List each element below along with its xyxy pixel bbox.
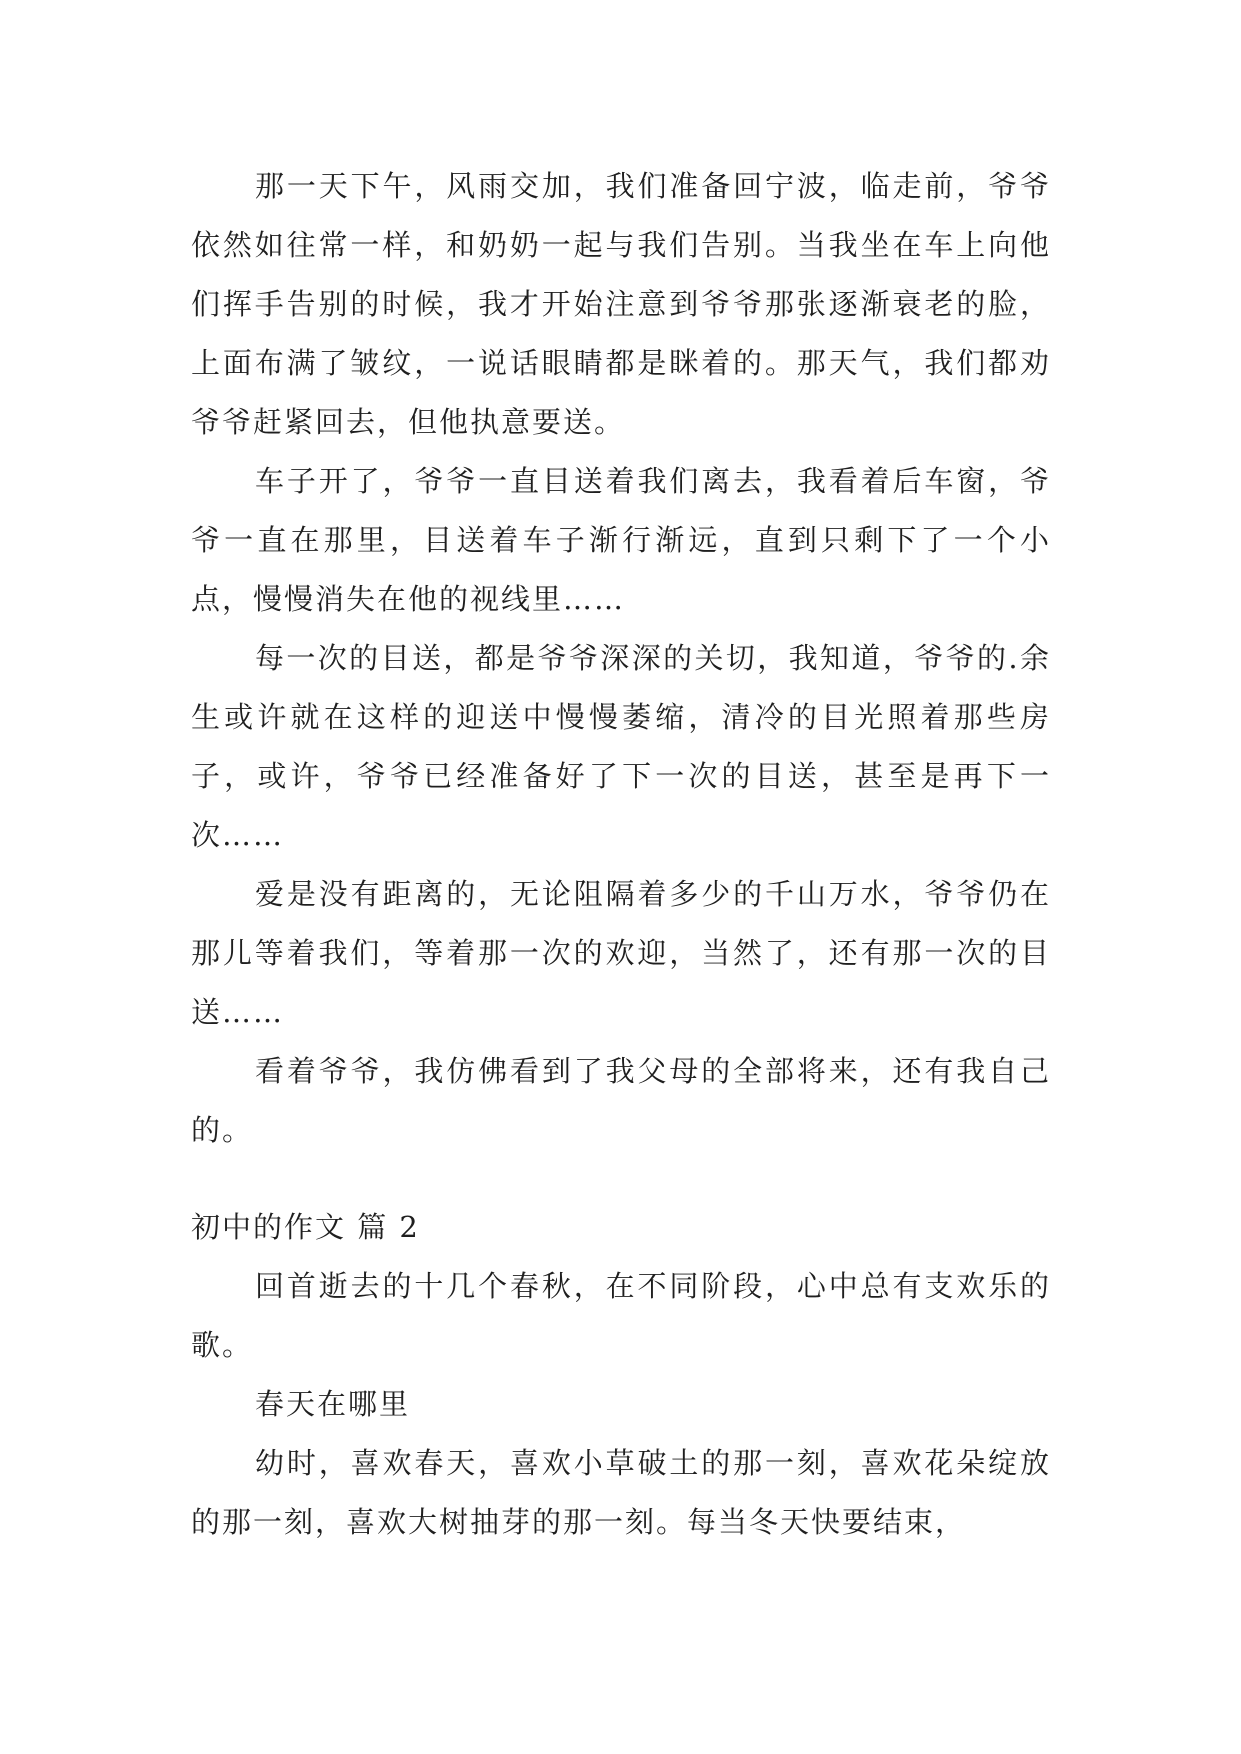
essay-section-1 <box>191 157 1051 1160</box>
subtitle-where-is-spring: 春天在哪里 <box>255 1387 411 1421</box>
paragraph-farewell: 那一天下午，风雨交加，我们准备回宁波，临走前，爷爷依然如往常一样，和奶奶一起与我们告别。当我坐在车上向他们挥手告别的时候，我才开始注意到爷爷那张逐渐衰老的脸，上面布满了皱纹，一说话眼睛都是眯着的。那天气，我们都劝爷爷赶紧回去，但他执意要送。 <box>191 169 1051 439</box>
essay-section-2 <box>191 1198 1051 1552</box>
essay-heading: 初中的作文 篇 2 <box>191 1210 420 1244</box>
paragraph-love-no-distance: 爱是没有距离的，无论阻隔着多少的千山万水，爷爷仍在那儿等着我们，等着那一次的欢迎，当然了，还有那一次的目送…… <box>191 877 1051 1029</box>
paragraph-every-farewell: 每一次的目送，都是爷爷深深的关切，我知道，爷爷的.余生或许就在这样的迎送中慢慢萎缩，清冷的目光照着那些房子，或许，爷爷已经准备好了下一次的目送，甚至是再下一次…… <box>191 641 1051 852</box>
paragraph-looking-back: 回首逝去的十几个春秋，在不同阶段，心中总有支欢乐的歌。 <box>191 1269 1051 1362</box>
paragraph-looking-at-grandpa: 看着爷爷，我仿佛看到了我父母的全部将来，还有我自己的。 <box>191 1054 1051 1147</box>
paragraph-car-leaving: 车子开了，爷爷一直目送着我们离去，我看着后车窗，爷爷一直在那里，目送着车子渐行渐远，直到只剩下了一个小点，慢慢消失在他的视线里…… <box>191 464 1051 616</box>
paragraph-childhood-spring: 幼时，喜欢春天，喜欢小草破土的那一刻，喜欢花朵绽放的那一刻，喜欢大树抽芽的那一刻。每当冬天快要结束， <box>191 1446 1051 1539</box>
